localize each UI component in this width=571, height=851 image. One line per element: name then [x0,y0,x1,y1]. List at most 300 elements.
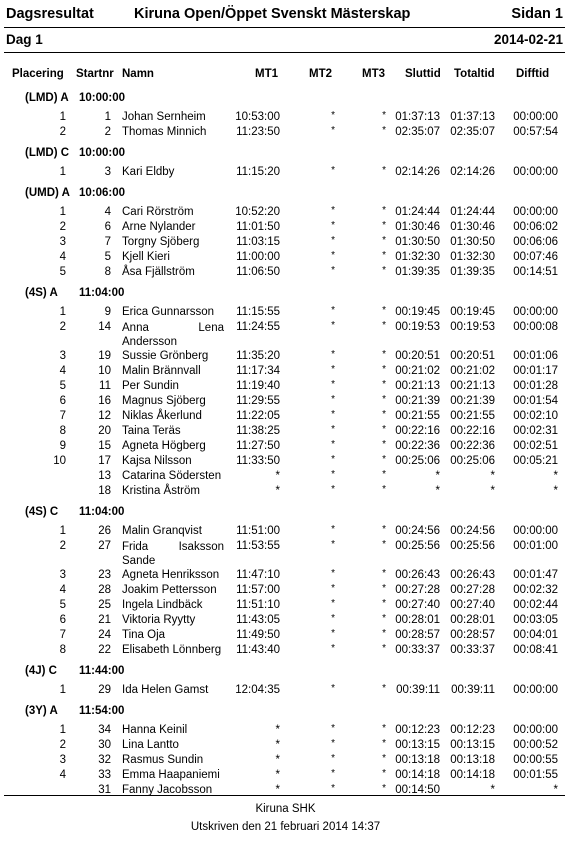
class-start-time: 11:44:00 [79,665,125,677]
table-row [0,485,571,500]
difftid-cell: 00:00:00 [513,206,558,218]
totaltid-cell: 00:21:02 [450,365,495,377]
class-name: (4S) A [25,287,58,299]
name-cell: Kjell Kieri [122,251,170,263]
table-row [0,754,571,769]
placement-cell: 1 [59,724,66,736]
class-group-header [0,187,571,202]
startnr-cell: 1 [104,111,111,123]
totaltid-cell: 00:19:45 [450,306,495,318]
startnr-cell: 23 [98,569,111,581]
mt2-cell: * [331,364,335,375]
startnr-cell: 18 [98,485,111,497]
totaltid-cell: 00:19:53 [450,321,495,333]
placement-cell: 2 [59,739,66,751]
col-placering: Placering [12,68,64,80]
class-group-header [0,705,571,720]
placement-cell: 4 [59,365,66,377]
placement-cell: 3 [59,569,66,581]
startnr-cell: 32 [98,754,111,766]
class-group-header [0,92,571,107]
mt2-cell: * [331,753,335,764]
class-name: (LMD) C [25,147,70,159]
mt1-cell: 11:43:40 [236,644,280,656]
name-cell: Niklas Åkerlund [122,410,202,422]
table-row [0,569,571,584]
difftid-cell: * [553,470,558,482]
mt1-cell: 11:01:50 [236,221,280,233]
mt2-cell: * [331,379,335,390]
class-start-time: 11:04:00 [79,506,125,518]
footer-divider [4,795,565,796]
placement-cell: 5 [59,266,66,278]
name-cell: Emma Haapaniemi [122,769,220,781]
difftid-cell: 00:00:00 [513,525,558,537]
name-cell: Frida Isaksson Sande [122,541,224,567]
sluttid-cell: 00:14:18 [395,769,440,781]
mt2-cell: * [331,235,335,246]
class-start-time: 11:54:00 [79,705,125,717]
mt2-cell: * [331,454,335,465]
name-cell: Erica Gunnarsson [122,306,215,318]
name-cell: Åsa Fjällström [122,266,195,278]
mt1-cell: 11:33:50 [236,455,280,467]
mt1-cell: * [275,739,280,751]
mt1-cell: 11:15:20 [236,166,280,178]
mt3-cell: * [382,628,386,639]
difftid-cell: 00:14:51 [513,266,558,278]
sluttid-cell: 00:22:16 [395,425,440,437]
difftid-cell: 00:00:00 [513,111,558,123]
mt1-cell: 11:47:10 [236,569,280,581]
mt3-cell: * [382,394,386,405]
startnr-cell: 6 [104,221,111,233]
totaltid-cell: 01:39:35 [450,266,495,278]
difftid-cell: 00:02:31 [513,425,558,437]
mt2-cell: * [331,683,335,694]
mt1-cell: 11:43:05 [236,614,280,626]
sluttid-cell: 00:14:50 [395,784,440,796]
column-headers [0,68,571,82]
totaltid-cell: 00:25:06 [450,455,495,467]
table-row [0,306,571,321]
page-number: Sidan 1 [511,6,563,22]
sluttid-cell: 00:19:53 [395,321,440,333]
difftid-cell: 00:00:00 [513,684,558,696]
difftid-cell: 00:03:05 [513,614,558,626]
col-namn: Namn [122,68,154,80]
mt3-cell: * [382,723,386,734]
sluttid-cell: 00:21:55 [395,410,440,422]
mt1-cell: 11:17:34 [236,365,280,377]
class-group-header [0,147,571,162]
mt3-cell: * [382,409,386,420]
mt3-cell: * [382,250,386,261]
table-row [0,784,571,799]
mt1-cell: 11:51:10 [236,599,280,611]
table-row [0,410,571,425]
class-group-header [0,287,571,302]
name-cell: Viktoria Ryytty [122,614,196,626]
totaltid-cell: 02:14:26 [450,166,495,178]
startnr-cell: 13 [98,470,111,482]
mt1-cell: 11:38:25 [236,425,280,437]
placement-cell: 1 [59,111,66,123]
totaltid-cell: 00:13:18 [450,754,495,766]
mt1-cell: 10:52:20 [235,206,280,218]
mt1-cell: 12:04:35 [235,684,280,696]
mt3-cell: * [382,768,386,779]
placement-cell: 4 [59,769,66,781]
totaltid-cell: 01:24:44 [450,206,495,218]
mt1-cell: 11:53:55 [236,540,280,552]
col-startnr: Startnr [76,68,114,80]
startnr-cell: 11 [99,380,111,392]
placement-cell: 3 [59,350,66,362]
name-cell: Kristina Åström [122,485,200,497]
table-row [0,321,571,350]
difftid-cell: 00:08:41 [513,644,558,656]
startnr-cell: 28 [98,584,111,596]
mt3-cell: * [382,439,386,450]
placement-cell: 7 [59,410,66,422]
mt1-cell: 11:03:15 [236,236,280,248]
name-cell: Cari Rörström [122,206,194,218]
sluttid-cell: 00:25:56 [395,540,440,552]
mt3-cell: * [382,305,386,316]
difftid-cell: * [553,784,558,796]
startnr-cell: 29 [98,684,111,696]
table-row [0,440,571,455]
placement-cell: 4 [59,251,66,263]
mt3-cell: * [382,220,386,231]
day-header [6,32,563,50]
table-row [0,629,571,644]
totaltid-cell: 00:33:37 [450,644,495,656]
placement-cell: 3 [59,754,66,766]
totaltid-cell: 00:12:23 [450,724,495,736]
mt2-cell: * [331,305,335,316]
difftid-cell: 00:01:54 [513,395,558,407]
mt1-cell: 11:29:55 [236,395,280,407]
sluttid-cell: 01:30:46 [395,221,440,233]
mt3-cell: * [382,598,386,609]
table-row [0,739,571,754]
sluttid-cell: 01:39:35 [395,266,440,278]
difftid-cell: 00:02:44 [513,599,558,611]
startnr-cell: 24 [98,629,111,641]
table-row [0,470,571,485]
sluttid-cell: 00:21:02 [395,365,440,377]
startnr-cell: 15 [98,440,111,452]
mt2-cell: * [331,723,335,734]
table-row [0,769,571,784]
totaltid-cell: 00:22:16 [450,425,495,437]
placement-cell: 9 [59,440,66,452]
date-label: 2014-02-21 [493,32,563,47]
col-mt3: MT3 [362,68,385,80]
startnr-cell: 2 [104,126,111,138]
startnr-cell: 14 [98,321,111,333]
sluttid-cell: 00:12:23 [395,724,440,736]
col-mt2: MT2 [309,68,332,80]
mt1-cell: 11:51:00 [236,525,280,537]
sluttid-cell: 00:21:39 [395,395,440,407]
table-row [0,236,571,251]
totaltid-cell: 01:37:13 [450,111,495,123]
totaltid-cell: 00:39:11 [451,684,495,696]
table-row [0,684,571,699]
totaltid-cell: 00:28:01 [450,614,495,626]
sluttid-cell: 00:39:11 [396,684,440,696]
startnr-cell: 31 [98,784,111,796]
sluttid-cell: 00:13:15 [395,739,440,751]
difftid-cell: 00:05:21 [513,455,558,467]
footer-printed: Utskriven den 21 februari 2014 14:37 [190,821,381,833]
mt1-cell: 11:15:55 [236,306,280,318]
mt3-cell: * [382,524,386,535]
mt2-cell: * [331,110,335,121]
sluttid-cell: 00:26:43 [395,569,440,581]
startnr-cell: 17 [98,455,111,467]
totaltid-cell: 01:30:50 [450,236,495,248]
col-difftid: Difftid [516,68,550,80]
page-header [6,6,563,26]
mt3-cell: * [382,320,386,331]
difftid-cell: 00:00:00 [513,166,558,178]
mt2-cell: * [331,613,335,624]
mt1-cell: 11:27:50 [236,440,280,452]
mt1-cell: * [275,769,280,781]
totaltid-cell: 00:20:51 [450,350,495,362]
mt1-cell: * [275,470,280,482]
totaltid-cell: * [490,485,495,497]
class-name: (3Y) A [25,705,58,717]
name-cell: Agneta Henriksson [122,569,220,581]
name-cell: Elisabeth Lönnberg [122,644,222,656]
table-row [0,395,571,410]
difftid-cell: 00:01:28 [513,380,558,392]
mt1-cell: 11:06:50 [236,266,280,278]
difftid-cell: 00:02:51 [513,440,558,452]
mt3-cell: * [382,165,386,176]
totaltid-cell: 00:27:28 [450,584,495,596]
name-cell: Tina Oja [122,629,166,641]
sluttid-cell: 00:28:01 [395,614,440,626]
startnr-cell: 20 [98,425,111,437]
mt2-cell: * [331,125,335,136]
sluttid-cell: 00:25:06 [395,455,440,467]
startnr-cell: 8 [104,266,111,278]
mt2-cell: * [331,469,335,480]
placement-cell: 5 [59,380,66,392]
name-cell: Kajsa Nilsson [122,455,192,467]
mt1-cell: * [275,724,280,736]
sluttid-cell: 00:28:57 [395,629,440,641]
mt2-cell: * [331,205,335,216]
day-label: Dag 1 [6,32,43,47]
name-cell: Torgny Sjöberg [122,236,200,248]
table-row [0,251,571,266]
placement-cell: 1 [59,206,66,218]
sluttid-cell: 00:27:40 [395,599,440,611]
mt1-cell: 11:24:55 [236,321,280,333]
class-name: (UMD) A [25,187,70,199]
mt2-cell: * [331,250,335,261]
mt3-cell: * [382,349,386,360]
mt2-cell: * [331,165,335,176]
placement-cell: 1 [59,166,66,178]
sluttid-cell: 00:24:56 [395,525,440,537]
name-cell: Ingela Lindbäck [122,599,203,611]
mt3-cell: * [382,783,386,794]
table-row [0,584,571,599]
header-divider [4,27,565,28]
mt2-cell: * [331,738,335,749]
totaltid-cell: * [490,784,495,796]
mt3-cell: * [382,364,386,375]
totaltid-cell: 00:22:36 [450,440,495,452]
mt3-cell: * [382,738,386,749]
day-divider [4,52,565,53]
report-title: Dagsresultat [6,6,94,22]
sluttid-cell: 01:24:44 [395,206,440,218]
mt3-cell: * [382,568,386,579]
class-name: (4J) C [25,665,57,677]
class-start-time: 11:04:00 [79,287,125,299]
mt2-cell: * [331,768,335,779]
startnr-cell: 27 [98,540,111,552]
mt3-cell: * [382,753,386,764]
placement-cell: 2 [59,126,66,138]
mt2-cell: * [331,439,335,450]
table-row [0,266,571,281]
difftid-cell: 00:02:32 [513,584,558,596]
name-cell: Kari Eldby [122,166,175,178]
results-table [0,88,571,801]
mt3-cell: * [382,110,386,121]
col-sluttid: Sluttid [405,68,441,80]
mt3-cell: * [382,683,386,694]
difftid-cell: 00:01:00 [513,540,558,552]
sluttid-cell: 00:22:36 [395,440,440,452]
mt3-cell: * [382,424,386,435]
difftid-cell: 00:01:06 [513,350,558,362]
startnr-cell: 9 [104,306,111,318]
mt3-cell: * [382,613,386,624]
name-cell: Sussie Grönberg [122,350,209,362]
sluttid-cell: 02:14:26 [395,166,440,178]
table-row [0,644,571,659]
placement-cell: 2 [59,321,66,333]
difftid-cell: 00:01:55 [513,769,558,781]
class-start-time: 10:06:00 [79,187,126,199]
name-cell: Lina Lantto [122,739,179,751]
mt2-cell: * [331,424,335,435]
startnr-cell: 10 [98,365,111,377]
difftid-cell: * [553,485,558,497]
footer-club: Kiruna SHK [255,803,316,815]
difftid-cell: 00:04:01 [513,629,558,641]
startnr-cell: 7 [104,236,111,248]
mt1-cell: 11:49:50 [236,629,280,641]
table-row [0,525,571,540]
table-row [0,540,571,569]
name-cell: Agneta Högberg [122,440,206,452]
difftid-cell: 00:01:47 [513,569,558,581]
mt1-cell: * [275,485,280,497]
mt1-cell: 11:19:40 [236,380,280,392]
startnr-cell: 3 [104,166,111,178]
sluttid-cell: * [435,470,440,482]
difftid-cell: 00:06:06 [513,236,558,248]
difftid-cell: 00:07:46 [513,251,558,263]
totaltid-cell: 00:13:15 [450,739,495,751]
mt3-cell: * [382,539,386,550]
table-row [0,350,571,365]
placement-cell: 8 [59,644,66,656]
table-row [0,166,571,181]
totaltid-cell: * [490,470,495,482]
table-row [0,599,571,614]
col-mt1: MT1 [255,68,278,80]
mt3-cell: * [382,379,386,390]
startnr-cell: 34 [98,724,111,736]
startnr-cell: 22 [98,644,111,656]
placement-cell: 2 [59,540,66,552]
placement-cell: 1 [59,306,66,318]
sluttid-cell: 00:21:13 [395,380,440,392]
mt2-cell: * [331,783,335,794]
totaltid-cell: 00:27:40 [450,599,495,611]
startnr-cell: 25 [98,599,111,611]
totaltid-cell: 00:21:55 [450,410,495,422]
placement-cell: 5 [59,599,66,611]
name-cell: Malin Granqvist [122,525,202,537]
table-row [0,425,571,440]
mt1-cell: 11:23:50 [236,126,280,138]
mt2-cell: * [331,628,335,639]
totaltid-cell: 01:30:46 [450,221,495,233]
startnr-cell: 12 [98,410,111,422]
placement-cell: 1 [59,525,66,537]
totaltid-cell: 00:21:39 [450,395,495,407]
difftid-cell: 00:00:52 [513,739,558,751]
sluttid-cell: 01:32:30 [395,251,440,263]
mt2-cell: * [331,220,335,231]
startnr-cell: 33 [98,769,111,781]
mt2-cell: * [331,484,335,495]
sluttid-cell: 01:37:13 [395,111,440,123]
table-row [0,206,571,221]
name-cell: Joakim Pettersson [122,584,217,596]
class-group-header [0,665,571,680]
totaltid-cell: 00:24:56 [450,525,495,537]
table-row [0,111,571,126]
totaltid-cell: 02:35:07 [450,126,495,138]
name-cell: Thomas Minnich [122,126,207,138]
startnr-cell: 16 [98,395,111,407]
name-cell: Rasmus Sundin [122,754,204,766]
mt3-cell: * [382,454,386,465]
mt1-cell: 11:00:00 [236,251,280,263]
mt1-cell: 11:57:00 [236,584,280,596]
difftid-cell: 00:00:00 [513,724,558,736]
totaltid-cell: 00:14:18 [450,769,495,781]
placement-cell: 2 [59,221,66,233]
mt1-cell: * [275,784,280,796]
sluttid-cell: 02:35:07 [395,126,440,138]
